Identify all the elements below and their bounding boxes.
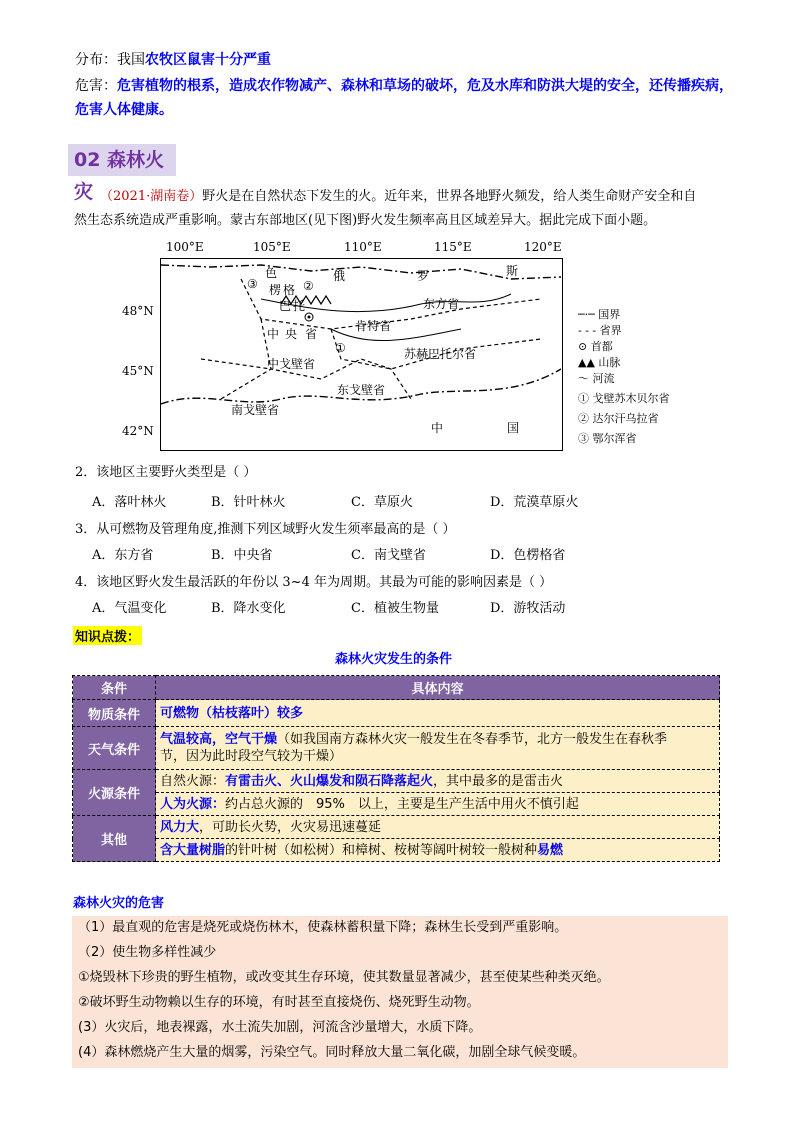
question-stem-2: 然生态系统造成严重影响。蒙古东部地区(见下图)野火发生频率高且区域差异大。据此完成下面小题。: [74, 213, 657, 228]
map-place: 中: [267, 327, 280, 341]
table-row: [73, 770, 720, 793]
q4-option: A．气温变化: [92, 601, 167, 616]
row-value: 可燃物（枯枝落叶）较多: [156, 700, 720, 727]
row-value: 自然火源：有雷击火、火山爆发和陨石降落起火，其中最多的是雷击火: [156, 770, 720, 793]
lon-label: 105°E: [253, 240, 291, 254]
lat-label: 48°N: [122, 304, 154, 318]
legend-note: ② 达尔汗乌拉省: [578, 412, 659, 425]
column-header: 具体内容: [156, 676, 720, 700]
source-tag: （2021·湖南卷）: [100, 189, 203, 204]
map-place: 格: [283, 283, 296, 297]
q3-option: D．色楞格省: [490, 548, 566, 563]
table-row: [73, 700, 720, 727]
lon-label: 110°E: [344, 240, 382, 254]
lon-label: 120°E: [524, 240, 562, 254]
lat-label: 42°N: [122, 424, 154, 438]
harm-box: [72, 916, 728, 1068]
legend-item: - - - 省界: [578, 324, 622, 337]
row-key: 天气条件: [73, 727, 156, 770]
map-place: ②: [303, 279, 314, 293]
q4-option: D．游牧活动: [490, 601, 566, 616]
harm-line-1: 危害：危害植物的根系，造成农作物减产、森林和草场的破坏，危及水库和防洪大堤的安全，还传播疾病，: [75, 78, 733, 94]
table-header-row: [73, 676, 720, 700]
row-value: 气温较高，空气干燥（如我国南方森林火灾一般发生在冬春季节，北方一般发生在春秋季 节，因为此时段空气较为干燥）: [156, 727, 720, 770]
harm-line-2: 危害人体健康。: [75, 102, 173, 118]
question-4: 4．该地区野火发生最活跃的年份以 3~4 年为周期。其最为可能的影响因素是（ ）: [75, 575, 553, 590]
map-place: 中: [431, 421, 444, 435]
q2-option: B．针叶林火: [211, 495, 286, 510]
harm-item: ①烧毁林下珍贵的野生植物，或改变其生存环境，使其数量显著减少，甚至使某些种类灭绝。: [78, 970, 610, 985]
row-key: 其他: [73, 816, 156, 862]
map-place: 罗: [417, 269, 430, 283]
q4-option: B．降水变化: [211, 601, 286, 616]
q2-option: D．荒漠草原火: [490, 495, 579, 510]
q3-option: A．东方省: [92, 548, 154, 563]
distribution-emphasis: 农牧区鼠害十分严重: [145, 52, 271, 68]
map-place: ③: [247, 277, 258, 291]
map-lines: [161, 259, 561, 449]
column-header: 条件: [73, 676, 156, 700]
lon-label: 100°E: [166, 240, 204, 254]
row-key: 火源条件: [73, 770, 156, 816]
legend-item: 〜 河流: [578, 372, 615, 385]
mongolia-map: [160, 258, 563, 451]
legend-item: ─·─ 国界: [578, 308, 621, 321]
map-place: 托: [293, 299, 306, 313]
distribution-line: 分布：我国农牧区鼠害十分严重: [75, 52, 271, 68]
map-place: 俄: [333, 269, 346, 283]
harm-item: (4）森林燃烧产生大量的烟雾，污染空气。同时释放大量二氧化碳，加剧全球气候变暖。: [78, 1045, 586, 1060]
row-value: 风力大，可助长火势，火灾易迅速蔓延: [156, 816, 720, 839]
map-place: 斯: [506, 264, 519, 278]
map-place: 央: [285, 327, 298, 341]
q4-option: C．植被生物量: [351, 601, 439, 616]
harm-item: （1）最直观的危害是烧死或烧伤林木，使森林蓄积量下降；森林生长受到严重影响。: [78, 920, 568, 935]
map-place: 楞: [269, 283, 282, 297]
map-place: 中戈壁省: [267, 357, 316, 371]
section-heading: 02 森林火灾: [68, 144, 176, 176]
map-place: 肯特省: [355, 319, 392, 333]
harm-item: ②破坏野生动物赖以生存的环境，有时甚至直接烧伤、烧死野生动物。: [78, 995, 480, 1010]
legend-note: ③ 鄂尔浑省: [578, 432, 637, 445]
q2-option: C．草原火: [351, 495, 413, 510]
lon-label: 115°E: [434, 240, 472, 254]
conditions-table: [72, 675, 720, 862]
q3-option: C．南戈壁省: [351, 548, 426, 563]
knowledge-tag: 知识点拨：: [73, 626, 142, 645]
row-key: 物质条件: [73, 700, 156, 727]
q2-option: A．落叶林火: [92, 495, 167, 510]
harm-item: (3）火灾后，地表裸露，水土流失加剧，河流含沙量增大，水质下降。: [78, 1020, 482, 1035]
map-place: 国: [507, 421, 520, 435]
map-place: 色: [265, 266, 278, 280]
lat-label: 45°N: [122, 364, 154, 378]
row-value: 含大量树脂的针叶树（如松树）和樟树、桉树等阔叶树较一般树种易燃: [156, 839, 720, 862]
table-row: [73, 816, 720, 839]
map-place: 苏赫巴托尔省: [404, 347, 477, 361]
map-place: 巴: [279, 299, 292, 313]
q3-option: B．中央省: [211, 548, 273, 563]
harm-item: （2）使生物多样性减少: [78, 945, 217, 960]
question-stem-1: （2021·湖南卷）野火是在自然状态下发生的火。近年来，世界各地野火频发，给人类生命财产安全和自: [100, 189, 697, 204]
map-place: ①: [335, 341, 346, 355]
map-place: 南戈壁省: [231, 403, 280, 417]
legend-note: ① 戈壁苏木贝尔省: [578, 392, 670, 405]
map-place: 东戈壁省: [337, 383, 386, 397]
table-row: [73, 727, 720, 770]
harm-title: 森林火灾的危害: [73, 896, 165, 911]
question-3: 3．从可燃物及管理角度,推测下列区域野火发生须率最高的是（ ）: [75, 522, 456, 537]
row-value: 人为火源：约占总火源的 95% 以上，主要是生产生活中用火不慎引起: [156, 793, 720, 816]
map-place: 东方省: [423, 297, 460, 311]
table-title: 森林火灾发生的条件: [335, 652, 453, 667]
map-place: 省: [305, 327, 318, 341]
table-row: [73, 839, 720, 862]
question-2: 2．该地区主要野火类型是（ ）: [75, 465, 257, 480]
legend-item: ⊙ 首都: [578, 340, 613, 353]
legend-item: ▲▲ 山脉: [578, 356, 621, 369]
table-row: [73, 793, 720, 816]
